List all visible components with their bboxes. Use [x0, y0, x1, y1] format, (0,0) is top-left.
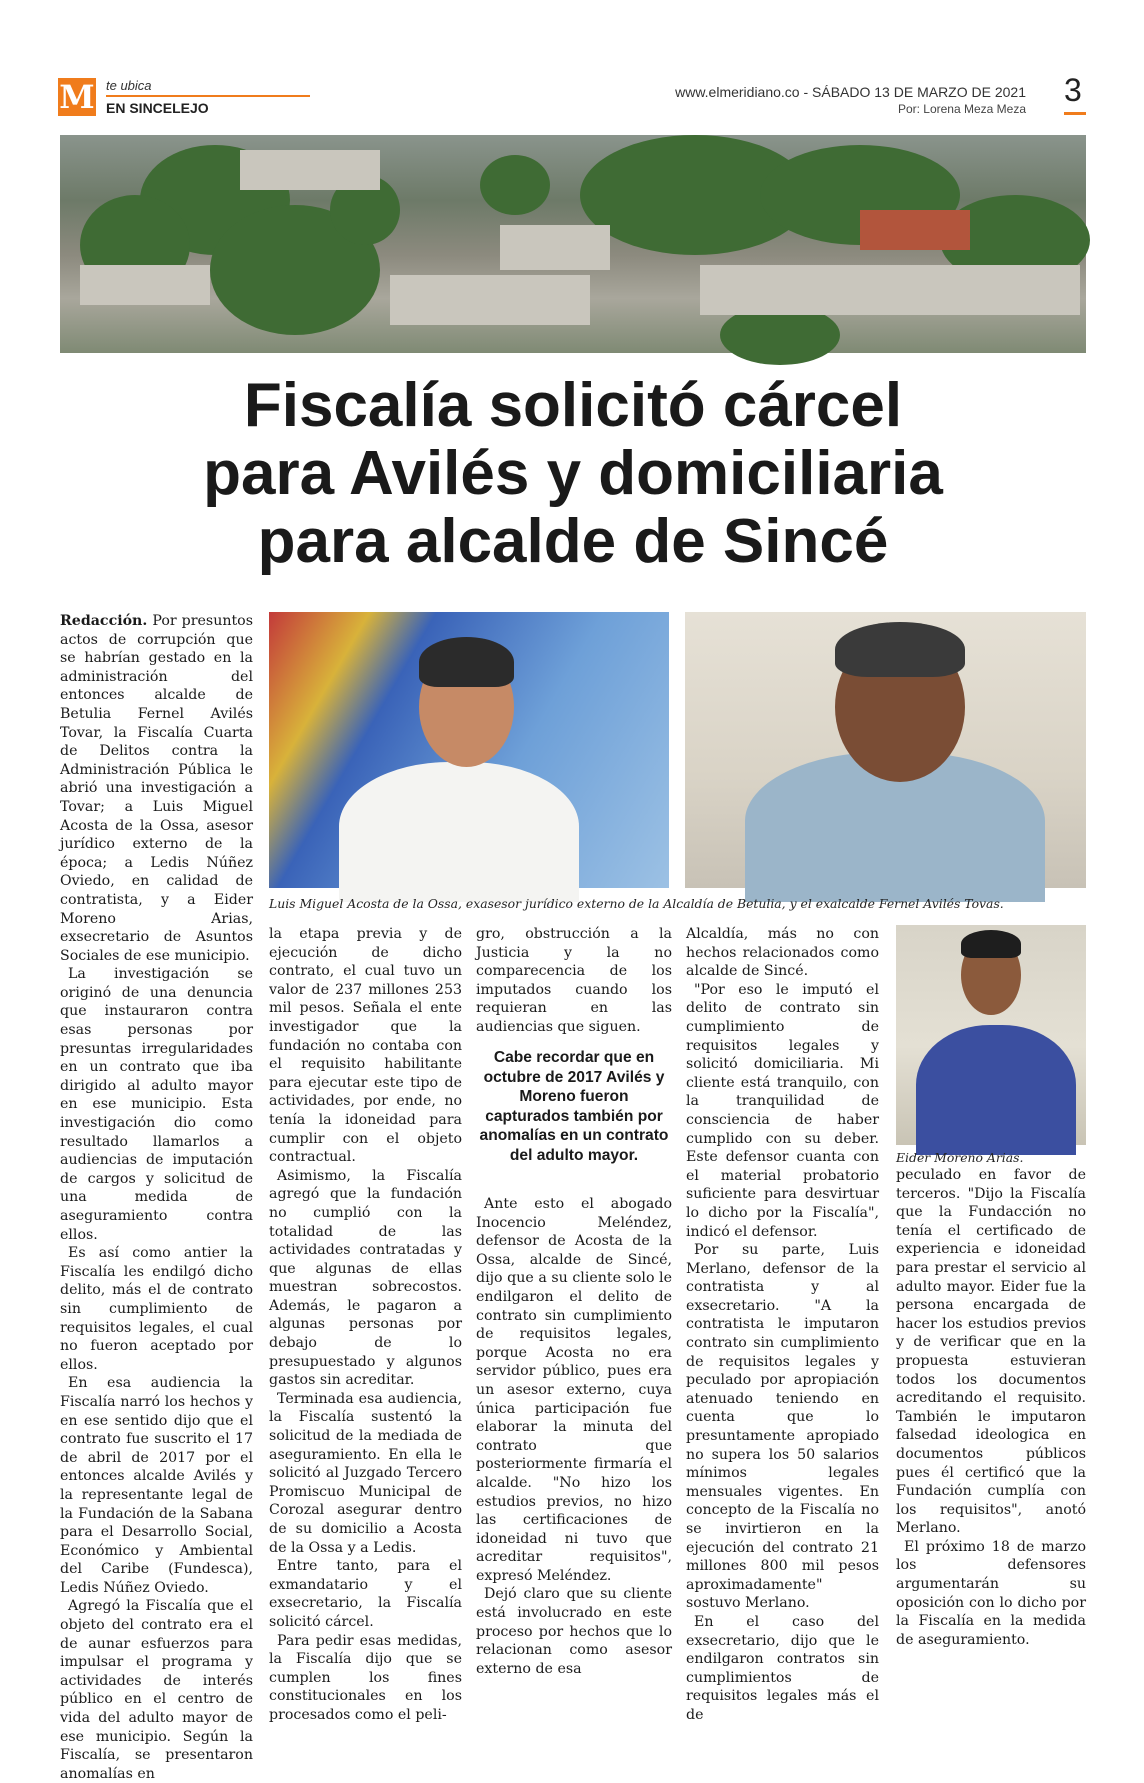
photo-fernel-aviles	[685, 612, 1086, 888]
page-number-underline	[1064, 112, 1086, 115]
photo-caption-side: Eider Moreno Arias.	[896, 1150, 1024, 1165]
paragraph: Por su parte, Luis Merlano, defensor de la contratista y al exsecretario. "A la contratista le imputaron contrato sin cumplimiento de requisitos legales y peculado por apropiación atenuado teniendo en cuenta que lo presuntamente apropiado no supera los 50 salarios mínimos legales mensuales vigentes. En concepto de la Fiscalía no se invirtieron en la ejecución del contrato 21 millones 800 mil pesos aproximadamente" sostuvo Merlano.	[686, 1242, 879, 1612]
article-column-3-bottom	[476, 1195, 672, 1678]
kicker-divider	[106, 95, 310, 97]
paragraph-text: Por presuntos actos de corrupción que se habrían gestado en la administración del entonces alcalde de Betulia Fernel Avilés Tovar, la Fiscalía Cuarta de Delitos contra la Administración Pública le abrió una investigación a Tovar; a Luis Miguel Acosta de la Ossa, asesor jurídico externo de la época; a Ledis Núñez Oviedo, en calidad de contratista, y a Eider Moreno Arias, exsecretario de Asuntos Sociales de ese municipio.	[60, 613, 253, 964]
paragraph: Para pedir esas medidas, la Fiscalía dijo que se cumplen los fines constitucionales en los procesados como el peli-	[269, 1632, 462, 1723]
paragraph: Terminada esa audiencia, la Fiscalía sustentó la solicitud de la mediada de aseguramiento. En ella le solicitó al Juzgado Tercero Promiscuo Municipal de Corozal asegurar dentro de su domicilio a Acosta de la Ossa y a Ledis.	[269, 1390, 462, 1556]
paragraph: gro, obstrucción a la Justicia y la no comparecencia de los imputados cuando los requieran en las audiencias que siguen.	[476, 926, 672, 1035]
dateline: www.elmeridiano.co - SÁBADO 13 DE MARZO DE 2021	[675, 84, 1026, 100]
pull-quote: Cabe recordar que en octubre de 2017 Avilés y Moreno fueron capturados también por anomalías en un contrato del adulto mayor.	[479, 1049, 669, 1164]
section-kicker-small: te ubica	[106, 78, 152, 93]
paragraph: Alcaldía, más no con hechos relacionados como alcalde de Sincé.	[686, 926, 879, 980]
article-column-3-top	[476, 925, 672, 1037]
byline: Por: Lorena Meza Meza	[897, 102, 1026, 116]
paragraph	[60, 612, 253, 965]
headline	[60, 372, 1086, 576]
photo-eider-moreno	[896, 925, 1086, 1145]
paragraph: En esa audiencia la Fiscalía narró los hechos y en ese sentido dijo que el contrato fue suscrito el 17 de abril de 2017 por el entonces alcalde Avilés y la representante legal de la Fundación de la Sabana para el Desarrollo Social, Económico y Ambiental del Caribe (Fundesca), Ledis Núñez Oviedo.	[60, 1375, 253, 1596]
paragraph: En el caso del exsecretario, dijo que le endilgaron contratos sin cumplimientos de requisitos legales más el de	[686, 1613, 879, 1723]
photo-luis-miguel-acosta	[269, 612, 669, 888]
photo-caption: Luis Miguel Acosta de la Ossa, exasesor jurídico externo de la Alcaldía de Betulia, y el exalcalde Fernel Avilés Tovas.	[269, 896, 1004, 911]
headline-line-3: para alcalde de Sincé	[257, 507, 889, 576]
paragraph: "Por eso le imputó el delito de contrato sin cumplimiento de requisitos legales y solicitó domiciliaria. Mi cliente está tranquilo, con la tranquilidad de consciencia de haber cumplido con su deber. Este defensor cuanta con el material probatorio suficiente para desvirtuar lo dicho por la Fiscalía", indicó el defensor.	[686, 981, 879, 1240]
paragraph: peculado en favor de terceros. "Dijo la Fiscalía que la Fundacción no tenía el certificado de experiencia e idoneidad para prestar el servicio al adulto mayor. Eider fue la persona encargada de hacer los estudios previos y de verificar que en la propuesta estuvieran todos los documentos acreditando el requisito. También le imputaron falsedad ideologica en documentos públicos pues él certificó que la Fundación cumplía con los requisitos", anotó Merlano.	[896, 1167, 1086, 1537]
paragraph: El próximo 18 de marzo los defensores argumentarán su oposición con lo dicho por la Fiscalía en la medida de aseguramiento.	[896, 1538, 1086, 1648]
paragraph: Dejó claro que su cliente está involucrado en este proceso por hechos que lo relacionan como asesor externo de esa	[476, 1586, 672, 1677]
paragraph: Asimismo, la Fiscalía agregó que la fundación no cumplió con la totalidad de las actividades contratadas y que algunas de ellas muestran sobrecostos. Además, le pagaron a algunas personas por debajo de lo presupuestado y algunos gastos sin acreditar.	[269, 1167, 462, 1389]
lead-in: Redacción.	[60, 613, 148, 629]
paragraph: Agregó la Fiscalía que el objeto del contrato era el de aunar esfuerzos para impulsar el programa y actividades de interés público en el centro de vida del adulto mayor de ese municipio. Según la Fiscalía, se presentaron anomalías en	[60, 1598, 253, 1782]
paragraph: Es así como antier la Fiscalía les endilgó dicho delito, más el de contrato sin cumplimiento de requisitos legales, el cual no fueron aceptado por ellos.	[60, 1245, 253, 1373]
article-column-2	[269, 925, 462, 1725]
paragraph: La investigación se originó de una denuncia que instauraron contra esas personas por presuntas irregularidades en un contrato que iba dirigido al adulto mayor en ese municipio. Esta investigación dio como resultado llamarlos a audiencias de imputación de cargos y solicitud de una medida de aseguramiento contra ellos.	[60, 966, 253, 1243]
paragraph: la etapa previa y de ejecución de dicho contrato, el cual tuvo un valor de 237 millones 253 mil pesos. Señala el ente investigador que la fundación no contaba con el requisito habilitante para ejecutar este tipo de actividades, por ende, no tenía la idoneidad para cumplir con el objeto contractual.	[269, 926, 462, 1166]
paragraph: Ante esto el abogado Inocencio Meléndez, defensor de Acosta de la Ossa, alcalde de Sincé, dijo que a su cliente solo le endilgaron el delito de contrato sin cumplimiento de requisitos legales, porque Acosta no era servidor público, pues era un asesor externo, cuya única participación fue elaborar la minuta del contrato que posteriormente firmaría el alcalde. "No hizo los estudios previos, no hizo las certificaciones de idoneidad ni tuvo que acreditar requisitos", expresó Meléndez.	[476, 1196, 672, 1584]
aerial-town-photo	[60, 135, 1086, 353]
headline-line-2: para Avilés y domiciliaria	[203, 439, 943, 508]
paragraph: Entre tanto, para el exmandatario y el exsecretario, la Fiscalía solicitó cárcel.	[269, 1558, 462, 1630]
article-column-1	[60, 612, 253, 1783]
article-column-5	[896, 1166, 1086, 1649]
article-column-4	[686, 925, 879, 1725]
page-number: 3	[1064, 72, 1082, 108]
section-kicker: EN SINCELEJO	[106, 100, 209, 116]
newspaper-logo: M	[59, 78, 95, 116]
headline-line-1: Fiscalía solicitó cárcel	[243, 371, 903, 440]
